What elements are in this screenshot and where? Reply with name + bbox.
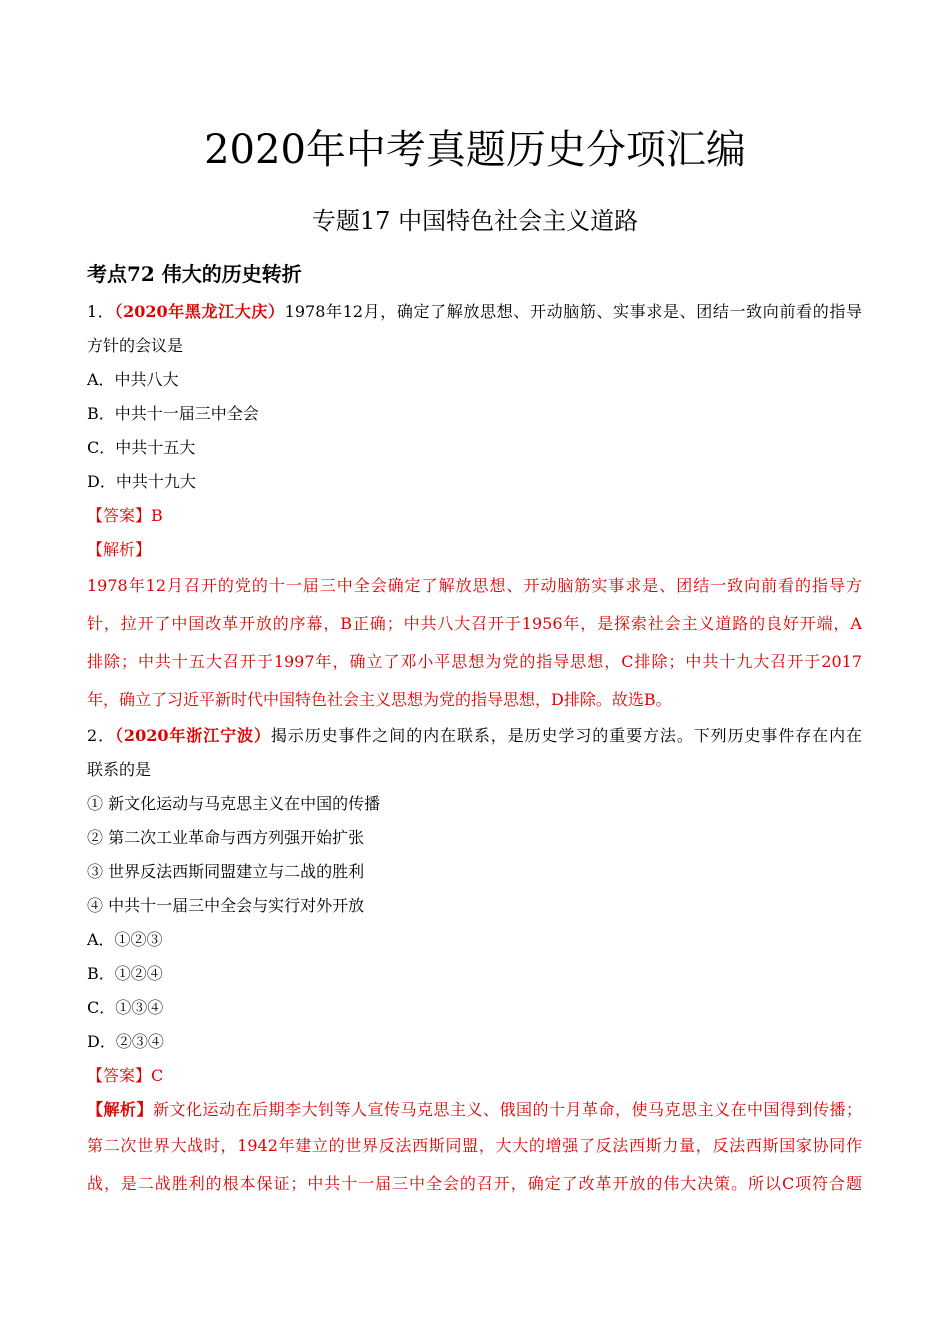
question-1-stem (87, 295, 862, 329)
question-2-option-b: B．①②④ (87, 964, 163, 983)
document-title: 2020年中考真题历史分项汇编 (204, 127, 746, 173)
question-1-answer: 【答案】B (87, 506, 163, 525)
question-1-analysis-line-3: 排除；中共十五大召开于1997年，确立了邓小平思想为党的指导思想，C排除；中共十九大召开于2017 (87, 652, 862, 671)
question-2-analysis-label: 【解析】 (87, 1100, 153, 1119)
question-2-option-d: D．②③④ (87, 1032, 164, 1051)
question-2-analysis-line-3: 战，是二战胜利的根本保证；中共十一届三中全会的召开，确定了改革开放的伟大决策。所以C项符合题 (87, 1174, 862, 1193)
question-2-analysis-line-1 (87, 1093, 862, 1127)
question-1-option-d: D．中共十九大 (87, 472, 196, 491)
question-2-stem-cont: 联系的是 (87, 760, 152, 779)
question-2-analysis-text: 新文化运动在后期李大钊等人宣传马克思主义、俄国的十月革命，使马克思主义在中国得到传播； (153, 1100, 862, 1119)
question-2-analysis-line-2: 第二次世界大战时，1942年建立的世界反法西斯同盟，大大的增强了反法西斯力量，反法西斯国家协同作 (87, 1136, 862, 1155)
question-2-option-c: C．①③④ (87, 998, 164, 1017)
question-2-item-2: ② 第二次工业革命与西方列强开始扩张 (87, 828, 365, 847)
document-subtitle: 专题17 中国特色社会主义道路 (311, 207, 639, 235)
question-1-analysis-line-4: 年，确立了习近平新时代中国特色社会主义思想为党的指导思想，D排除。故选B。 (87, 690, 672, 709)
question-2-item-1: ① 新文化运动与马克思主义在中国的传播 (87, 794, 381, 813)
question-2-stem-text: 揭示历史事件之间的内在联系，是历史学习的重要方法。下列历史事件存在内在 (270, 726, 862, 745)
question-2-number: 2． (87, 726, 116, 745)
question-2-source: （2020年浙江宁波） (115, 726, 271, 745)
section-heading: 考点72 伟大的历史转折 (87, 262, 302, 286)
question-1-number: 1． (87, 302, 115, 321)
question-2-item-3: ③ 世界反法西斯同盟建立与二战的胜利 (87, 862, 365, 881)
question-1-option-a: A．中共八大 (87, 370, 179, 389)
question-1-analysis-line-1: 1978年12月召开的党的十一届三中全会确定了解放思想、开动脑筋实事求是、团结一致向前看的指导方 (87, 576, 862, 595)
question-1-analysis-line-2: 针，拉开了中国改革开放的序幕，B正确；中共八大召开于1956年，是探索社会主义道路的良好开端，A (87, 614, 862, 633)
question-1-stem-cont: 方针的会议是 (87, 336, 184, 355)
question-1-option-c: C．中共十五大 (87, 438, 196, 457)
question-2-answer: 【答案】C (87, 1066, 164, 1085)
content-body (87, 295, 862, 1203)
question-2-option-a: A．①②③ (87, 930, 163, 949)
question-1-source: （2020年黑龙江大庆） (114, 302, 285, 321)
question-1-stem-text: 1978年12月，确定了解放思想、开动脑筋、实事求是、团结一致向前看的指导 (284, 302, 862, 321)
question-1-option-b: B．中共十一届三中全会 (87, 404, 259, 423)
question-2-stem (87, 719, 862, 753)
question-1-analysis-label: 【解析】 (87, 540, 152, 559)
question-2-item-4: ④ 中共十一届三中全会与实行对外开放 (87, 896, 365, 915)
